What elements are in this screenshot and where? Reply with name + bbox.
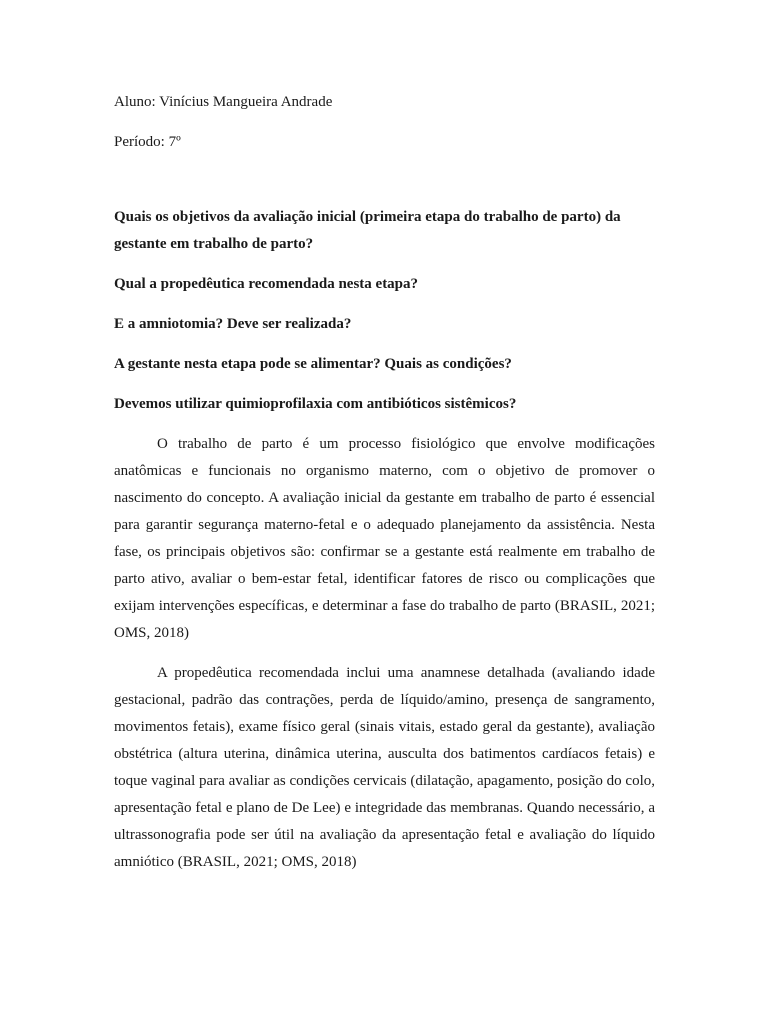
answer-paragraph-1: O trabalho de parto é um processo fisiológico que envolve modificações anatômicas e funcionais no organismo materno, com o objetivo de promover o nascimento do concepto. A avaliação inicial da gestante em trabalho de parto é essencial para garantir segurança materno-fetal e o adequado planejamento da assistência. Nesta fase, os principais objetivos são: confirmar se a gestante está realmente em trabalho de parto ativo, avaliar o bem-estar fetal, identificar fatores de risco ou complicações que exijam intervenções específicas, e determinar a fase do trabalho de parto (BRASIL, 2021; OMS, 2018) <box>114 436 655 641</box>
student-name: Aluno: Vinícius Mangueira Andrade <box>114 94 333 110</box>
period-line: Período: 7º <box>114 134 181 150</box>
question-5: Devemos utilizar quimioprofilaxia com antibióticos sistêmicos? <box>114 396 517 412</box>
question-1: Quais os objetivos da avaliação inicial (primeira etapa do trabalho de parto) da gestante em trabalho de parto? <box>114 209 621 252</box>
question-4: A gestante nesta etapa pode se alimentar? Quais as condições? <box>114 356 512 372</box>
answers-block <box>114 431 655 876</box>
questions-block <box>114 204 655 418</box>
document-body <box>114 92 655 876</box>
answer-paragraph-2: A propedêutica recomendada inclui uma anamnese detalhada (avaliando idade gestacional, padrão das contrações, perda de líquido/amino, presença de sangramento, movimentos fetais), exame físico geral (sinais vitais, estado geral da gestante), avaliação obstétrica (altura uterina, dinâmica uterina, ausculta dos batimentos cardíacos fetais) e toque vaginal para avaliar as condições cervicais (dilatação, apagamento, posição do colo, apresentação fetal e plano de De Lee) e integridade das membranas. Quando necessário, a ultrassonografia pode ser útil na avaliação da apresentação fetal e avaliação do líquido amniótico (BRASIL, 2021; OMS, 2018) <box>114 665 655 870</box>
question-3: E a amniotomia? Deve ser realizada? <box>114 316 352 332</box>
question-2: Qual a propedêutica recomendada nesta etapa? <box>114 276 419 292</box>
